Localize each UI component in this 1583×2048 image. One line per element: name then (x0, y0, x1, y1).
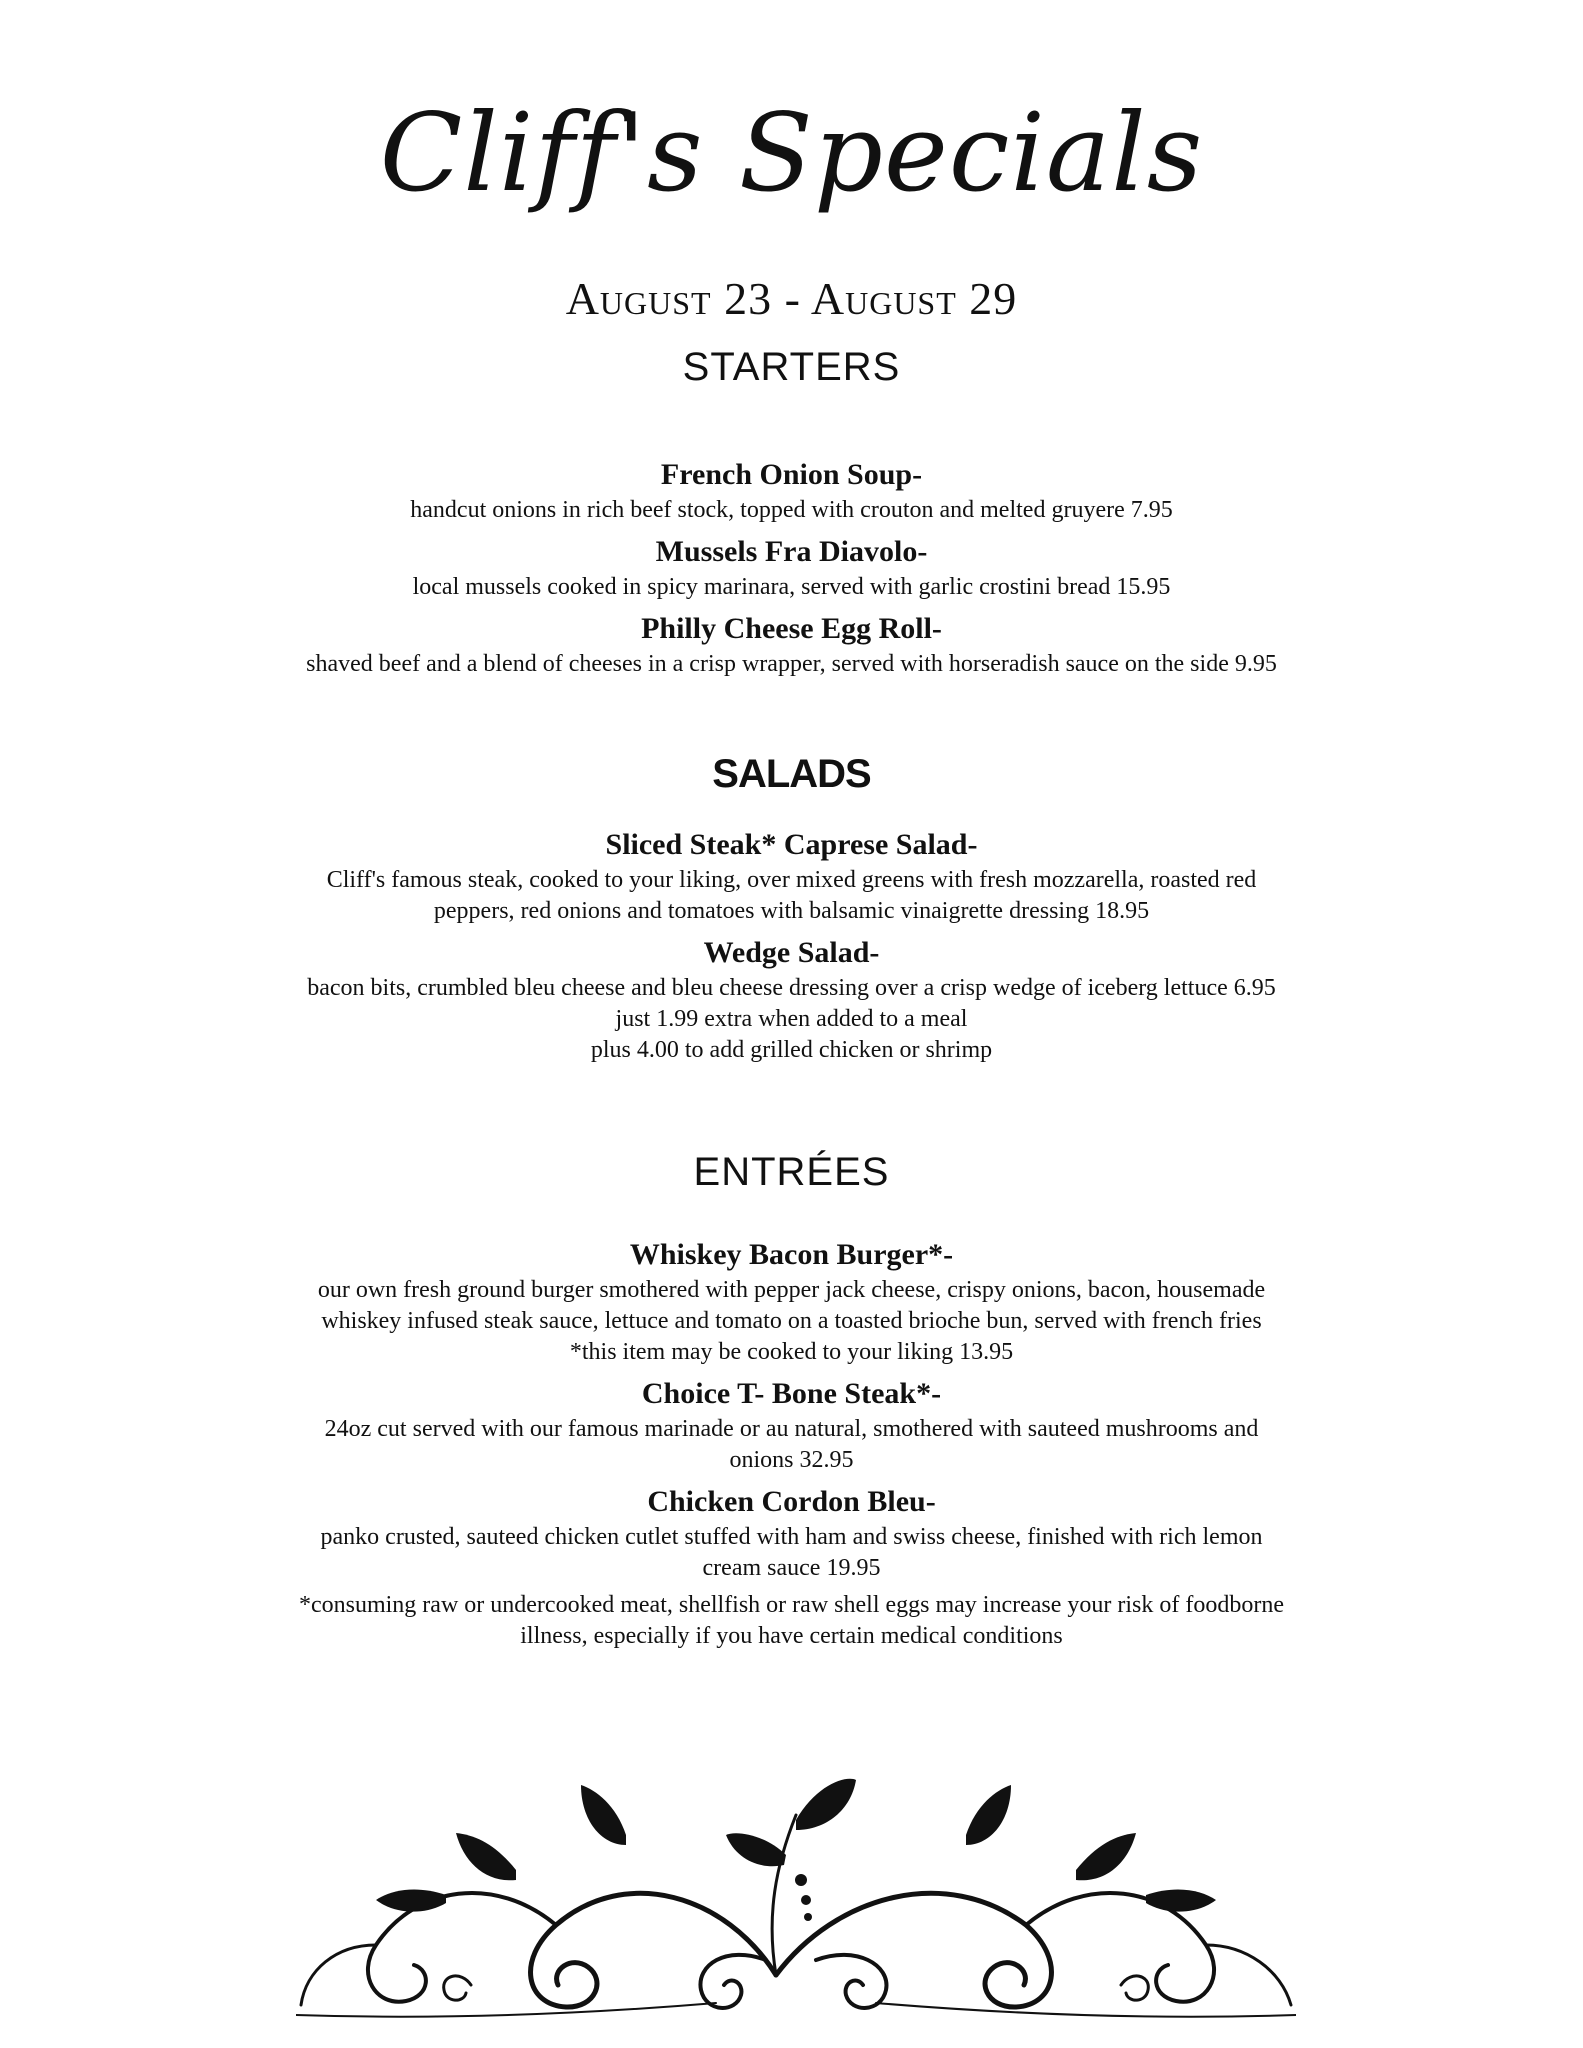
menu-item (150, 609, 1433, 680)
disclaimer-line: illness, especially if you have certain medical conditions (520, 1623, 1063, 1649)
item-name: Choice T- Bone Steak*- (641, 1377, 942, 1410)
floral-scroll-ornament-icon (296, 1775, 1296, 2025)
item-name: French Onion Soup- (660, 458, 923, 491)
salads-list (150, 825, 1433, 1066)
item-description-line: Cliff's famous steak, cooked to your liking, over mixed greens with fresh mozzarella, roasted red (326, 867, 1257, 893)
item-description-line: 24oz cut served with our famous marinade or au natural, smothered with sauteed mushrooms and (324, 1416, 1259, 1442)
item-description-line: cream sauce 19.95 (702, 1555, 881, 1581)
menu-item (150, 1235, 1433, 1368)
item-description-line: just 1.99 extra when added to a meal (615, 1006, 968, 1032)
entrees-list (150, 1235, 1433, 1652)
entrees-heading: ENTRÉES (693, 1150, 890, 1194)
disclaimer (150, 1590, 1433, 1652)
menu-title: Cliff's Specials (379, 91, 1204, 216)
item-description-line: panko crusted, sauteed chicken cutlet stuffed with ham and swiss cheese, finished with rich lemon (320, 1524, 1263, 1550)
item-description-line: *this item may be cooked to your liking 13.95 (569, 1339, 1014, 1365)
item-description-line: whiskey infused steak sauce, lettuce and tomato on a toasted brioche bun, served with french fries (321, 1308, 1262, 1334)
menu-item (150, 532, 1433, 603)
item-name: Whiskey Bacon Burger*- (629, 1238, 954, 1271)
item-description: local mussels cooked in spicy marinara, served with garlic crostini bread 15.95 (412, 574, 1171, 600)
item-description-line: plus 4.00 to add grilled chicken or shrimp (590, 1037, 993, 1063)
item-description-line: peppers, red onions and tomatoes with balsamic vinaigrette dressing 18.95 (433, 898, 1150, 924)
item-description: shaved beef and a blend of cheeses in a crisp wrapper, served with horseradish sauce on the side 9.95 (306, 651, 1277, 677)
item-description-line: bacon bits, crumbled bleu cheese and bleu cheese dressing over a crisp wedge of iceberg lettuce 6.95 (307, 975, 1276, 1001)
item-name: Sliced Steak* Caprese Salad- (605, 828, 978, 861)
menu-item (150, 1482, 1433, 1584)
item-name: Chicken Cordon Bleu- (647, 1485, 936, 1518)
menu-item (150, 933, 1433, 1066)
item-description: handcut onions in rich beef stock, topped with crouton and melted gruyere 7.95 (410, 497, 1173, 523)
starters-list (150, 455, 1433, 686)
starters-heading: STARTERS (682, 345, 901, 389)
item-name: Mussels Fra Diavolo- (655, 535, 928, 568)
menu-item (150, 455, 1433, 526)
menu-dates: August 23 - August 29 (565, 273, 1018, 324)
disclaimer-line: *consuming raw or undercooked meat, shellfish or raw shell eggs may increase your risk of foodborne (298, 1592, 1285, 1618)
menu-item (150, 825, 1433, 927)
item-description-line: our own fresh ground burger smothered with pepper jack cheese, crispy onions, bacon, housemade (317, 1277, 1266, 1303)
item-description-line: onions 32.95 (729, 1447, 854, 1473)
item-name: Philly Cheese Egg Roll- (641, 612, 942, 645)
menu-item (150, 1374, 1433, 1476)
salads-heading: SALADS (712, 752, 871, 796)
item-name: Wedge Salad- (703, 936, 880, 969)
